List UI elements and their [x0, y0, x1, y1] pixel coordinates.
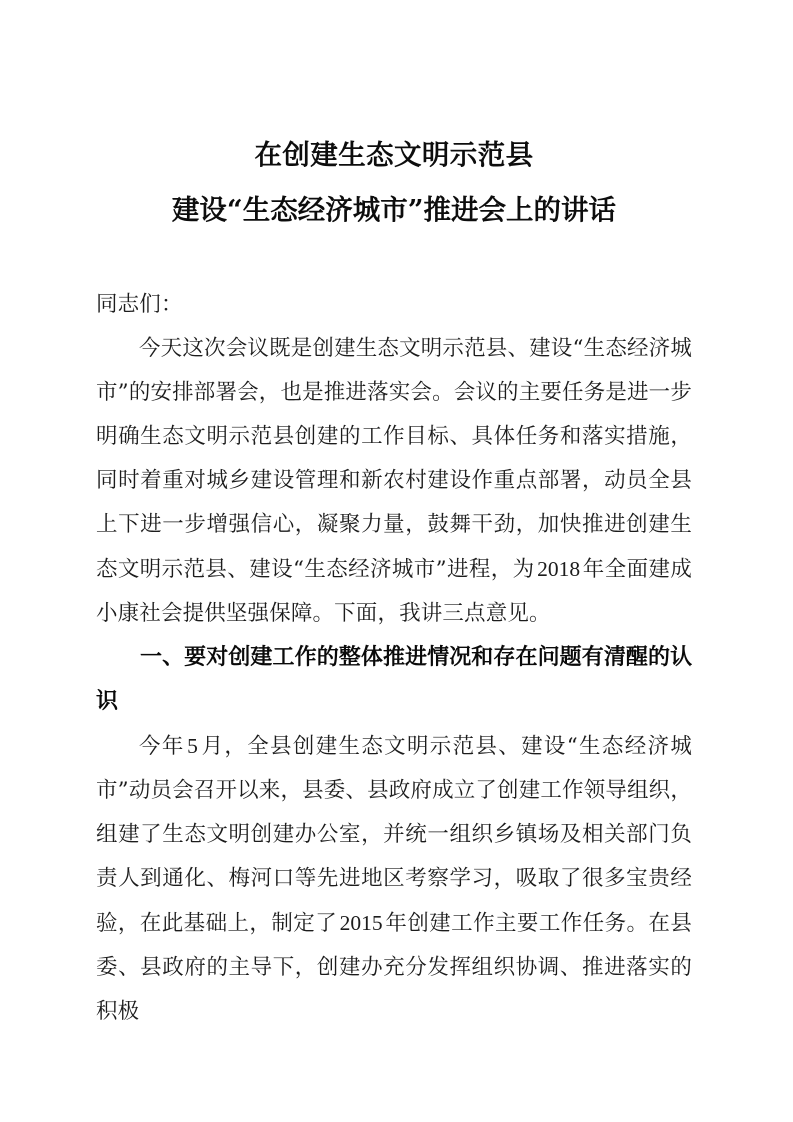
paragraph-1-text-part-2: 年全面建成小康社会提供坚强保障。下面，我讲三点意见。 [96, 557, 692, 626]
document-content-column [96, 0, 692, 1034]
paragraph-2-year-2015: 2015 [339, 911, 383, 935]
paragraph-2-text-part-1: 今年 [139, 734, 185, 759]
paragraph-1-text-part-1: 今天这次会议既是创建生态文明示范县、建设“生态经济城市”的安排部署会，也是推进落实会。会议的主要任务是进一步明确生态文明示范县创建的工作目标、具体任务和落实措施，同时着重对城乡建设管理和新农村建设作重点部署，动员全县上下进一步增强信心，凝聚力量，鼓舞干劲，加快推进创建生态文明示范县、建设“生态经济城市”进程，为 [96, 336, 692, 582]
document-title-line-1: 在创建生态文明示范县 [254, 139, 534, 171]
paragraph-2-text-part-3: 年创建工作主要工作任务。在县委、县政府的主导下，创建办充分发挥组织协调、推进落实的积极 [96, 911, 692, 1024]
paragraph-opening-remarks [96, 327, 692, 636]
paragraph-2-month-5: 5 [187, 734, 198, 758]
paragraph-1-year-2018: 2018 [537, 557, 581, 581]
paragraph-2-text-part-2: 月，全县创建生态文明示范县、建设“生态经济城市”动员会召开以来，县委、县政府成立了创建工作领导组织，组建了生态文明创建办公室，并统一组织乡镇场及相关部门负责人到通化、梅河口等先进地区考察学习，吸取了很多宝贵经验，在此基础上，制定了 [96, 734, 692, 936]
section-heading-one: 一、要对创建工作的整体推进情况和存在问题有清醒的认识 [96, 645, 692, 714]
document-title-line-2: 建设“生态经济城市”推进会上的讲话 [171, 194, 617, 226]
paragraph-progress-review [96, 724, 692, 1034]
salutation: 同志们： [96, 292, 183, 317]
